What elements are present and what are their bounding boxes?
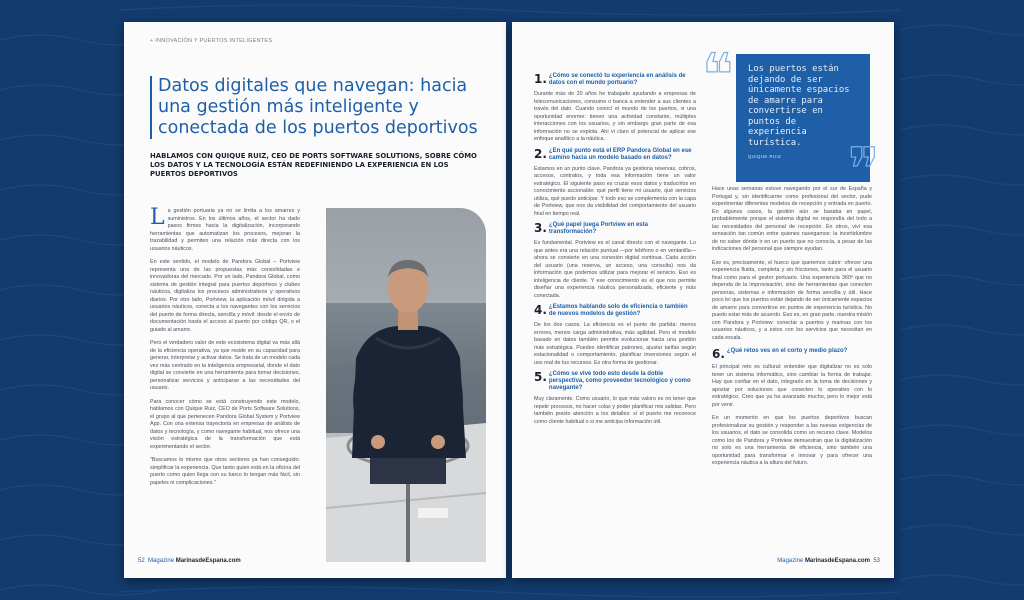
page-number: 53 <box>873 558 880 564</box>
paragraph-text: a gestión portuaria ya no se limita a los amarres y suministros. En los últimos años, el sector ha dado pasos firmes hacia la digitalización, incorporando herramientas que automatizan los procesos, mejoran la trazabilidad y permiten una relación más directa con los usuarios náuticos. <box>150 208 300 252</box>
sailing-man-illustration <box>326 208 486 562</box>
question-number: 6. <box>712 347 725 361</box>
paragraph: Para conocer cómo se está construyendo este modelo, hablamos con Quique Ruiz, CEO de Ports Software Solutions, el grupo al que pertenecen Pandora Global System y Portview App. Con una extensa trayectoria en empresas de análisis de datos y tecnología, y como navegante habitual, nos ofrece una visión estratégica de la transformación que está experimentando el sector. <box>150 398 300 450</box>
answer-text: El principal reto es cultural: entender que digitalizar no es solo tener un sistema informático, sino cambiar la forma de trabajar. Hay que confiar en el dato, integrarlo en la toma de decisiones y apostar por soluciones que conecten lo operativo con lo estratégico. Creo que ya ha avanzado mucho, pero lo mejor está por venir. <box>712 364 872 408</box>
paragraph: En este sentido, el modelo de Pandora Global – Portview representa una de las propuestas más consolidadas e innovadoras del mercado. Por un lado, Pandora Global, como sistema de gestión integral para puertos deportivos y clubes náuticos, digitaliza los procesos administrativos y operativos diarios. Por otro lado, Portview, la aplicación móvil dirigida a usuarios náuticos, conecta a los navegantes con los servicios del puerto de forma directa, sencilla y móvil: desde el envío de documentación hasta el acceso al puerto por código QR, o el guiado al amarre. <box>150 259 300 333</box>
left-page-footer <box>138 558 241 564</box>
closing-paragraph: En un momento en que los puertos deportivos buscan profesionalizar su gestión y responder a las nuevas exigencias de los usuarios, el dato se consolida como un recurso clave. Modelos como los de Pandora y Portview demuestran que la digitalización no solo es una herramienta de eficiencia, sino también una oportunidad para transformar e innovar y para ofrecer una experiencia náutica a la altura del futuro. <box>712 415 872 466</box>
question-number: 4. <box>534 303 547 317</box>
paragraph: Hace unas semanas estuve navegando por el sur de España y Portugal y, sin identificarme como profesional del sector, pude experimentar diferentes modelos de recepción y entrada en puerto. En algunos casos, la gestión aún se basaba en papel, probablemente porque el sistema digital no respondía del todo a las necesidades del personal de recepción. En otros, viví esa sensación tan común entre quienes navegamos: la incertidumbre de no saber dónde ir en un puerto que no conocía, a pesar de las indicaciones del personal que siempre ayudan. <box>712 186 872 252</box>
question-1 <box>534 73 696 87</box>
question-text: ¿Cómo se conectó tu experiencia en análisis de datos con el mundo portuario? <box>548 73 686 86</box>
right-page <box>512 22 894 578</box>
question-4 <box>534 304 696 318</box>
drop-cap: L <box>150 205 165 230</box>
question-text: ¿Qué retos ves en el corto y medio plazo? <box>726 348 848 354</box>
question-3 <box>534 222 696 236</box>
question-5 <box>534 371 696 392</box>
question-number: 2. <box>534 146 547 161</box>
right-text-column-a <box>534 70 696 430</box>
portrait-photo <box>326 208 486 562</box>
answer-text: Durante más de 20 años he trabajado ayudando a empresas de telecomunicaciones, consumo o banca a entender a sus clientes a través del dato. Cuando conocí el mundo de los puertos, vi una oportunidad enorme: tienen una actividad constante, múltiples interacciones con los usuarios, y sin embargo gran parte de esa información no se explota. Ahí vi claro el potencial de aplicar ese enfoque analítico a la náutica. <box>534 91 696 142</box>
page-number: 52 <box>138 558 145 564</box>
question-6 <box>712 348 872 360</box>
question-text: ¿En qué punto está el ERP Pandora Global en ese camino hacia un modelo basado en datos? <box>548 147 692 161</box>
pull-quote-author: QUIQUE RUIZ <box>748 154 782 159</box>
close-quote-icon: ❞ <box>848 135 880 203</box>
open-quote-icon: ❝ <box>702 41 734 109</box>
paragraph: Ese es, precisamente, el hueco que queremos cubrir: ofrecer una experiencia fluida, completa y sin fricciones, tanto para el usuario final como para el gestor portuario. Una experiencia 360º que no dependa de la improvisación, sino de herramientas que conecten personas, sistemas e información de forma sencilla y útil. Hace poco leí que los puertos están dejando de ser únicamente espacios de amarre para convertirse en puntos de experiencia turística. No puedo estar más de acuerdo. Eso es, en gran parte, nuestra misión con Pandora y Portview: conectar a puertos y marinas con los usuarios náuticos, y a estos con los servicios que necesitan en cada escala. <box>712 259 872 341</box>
footer-brand: Magazine <box>777 558 804 564</box>
footer-site: MarinasdeEspana.com <box>804 558 870 564</box>
question-text: ¿Estamos hablando solo de eficiencia o también de nuevos modelos de gestión? <box>548 304 688 317</box>
footer-brand: Magazine <box>148 558 175 564</box>
question-number: 5. <box>534 370 547 384</box>
right-page-footer <box>777 558 880 564</box>
question-text: ¿Cómo se vive todo esto desde la doble perspectiva, como proveedor tecnológico y como navegante? <box>548 371 691 391</box>
footer-site: MarinasdeEspana.com <box>175 558 241 564</box>
question-number: 3. <box>534 221 547 235</box>
pull-paragraph: "Buscamos lo mismo que otros sectores ya han conseguido: simplificar la experiencia. Que tanto quien está en la oficina del puerto como quien llega con su barco lo tengan más fácil, sin papeles ni complicaciones." <box>150 457 300 486</box>
answer-text: Es fundamental. Portview es el canal directo con el navegante. Lo que antes era una relación puntual —por teléfono o en ventanilla— ahora se convierte en una conexión digital continua. Cada acción del usuario (una reserva, un acceso, una consulta) nos da información que podemos utilizar para mejorar el servicio. Eso es inteligencia de cliente. Y ese conocimiento es el que nos permite diseñar una experiencia náutica personalizada, eficiente y más conectada. <box>534 240 696 299</box>
section-kicker: + INNOVACIÓN Y PUERTOS INTELIGENTES <box>150 38 273 44</box>
left-text-column <box>150 205 301 493</box>
answer-text: Estamos en un punto clave. Pandora ya gestiona reservas, cobros, accesos, contratos, y toda esa información tiene un valor estratégico. El siguiente paso es cruzar esos datos y traducirlos en conocimiento accionable: qué perfil tiene mi usuario, qué servicios utiliza, qué puedo anticipar. Y todo eso se complementa con la capa de Portview, que nos da visibilidad del comportamiento del usuario final en tiempo real. <box>534 165 696 217</box>
question-text: ¿Qué papel juega Portview en esta transformación? <box>548 222 648 235</box>
article-subhead: HABLAMOS CON QUIQUE RUIZ, CEO DE PORTS SOFTWARE SOLUTIONS, SOBRE CÓMO LOS DATOS Y LA TECNOLOGÍA ESTÁN REDEFINIENDO LA EXPERIENCIA EN LOS PUERTOS DEPORTIVOS <box>150 152 477 179</box>
paragraph: Pero el verdadero valor de este ecosistema digital va más allá de la eficiencia operativa, ya que reside en su capacidad para generar, interpretar y activar datos. Se trata de un modelo cada vez más centrado en la inteligencia empresarial, donde el dato digital se convierte en una herramienta para tomar decisiones, personalizar servicios y anticiparse a las necesidades del usuario. <box>150 340 301 391</box>
answer-text: Muy claramente. Como usuario, lo que más valoro es no tener que repetir procesos, no hacer colas y poder planificar mis salidas. Pero también presto atención a los detalles: si el puerto me reconoce como cliente habitual o si me anticipa información útil. <box>534 396 696 425</box>
article-headline: Datos digitales que navegan: hacia una gestión más inteligente y conectada de los puertos deportivos <box>150 76 490 139</box>
intro-paragraph <box>150 205 300 253</box>
answer-text: De los dos casos. La eficiencia es el punto de partida: menos errores, menos carga administrativa, más agilidad. Pero el modelo basado en datos también permite evolucionar hacia una gestión más estratégica. Puedes identificar patrones, ajustar tarifas según estacionalidad o comportamiento, planificar inversiones según el uso real de tus recursos. Es otra forma de gestionar. <box>534 322 696 366</box>
question-2 <box>534 148 696 162</box>
pull-quote-text: Los puertos están dejando de ser únicamente espacios de amarre para convertirse en puntos de experiencia turística. <box>748 64 850 148</box>
left-page <box>124 22 506 578</box>
question-number: 1. <box>534 72 547 86</box>
right-text-column-b <box>712 186 872 474</box>
